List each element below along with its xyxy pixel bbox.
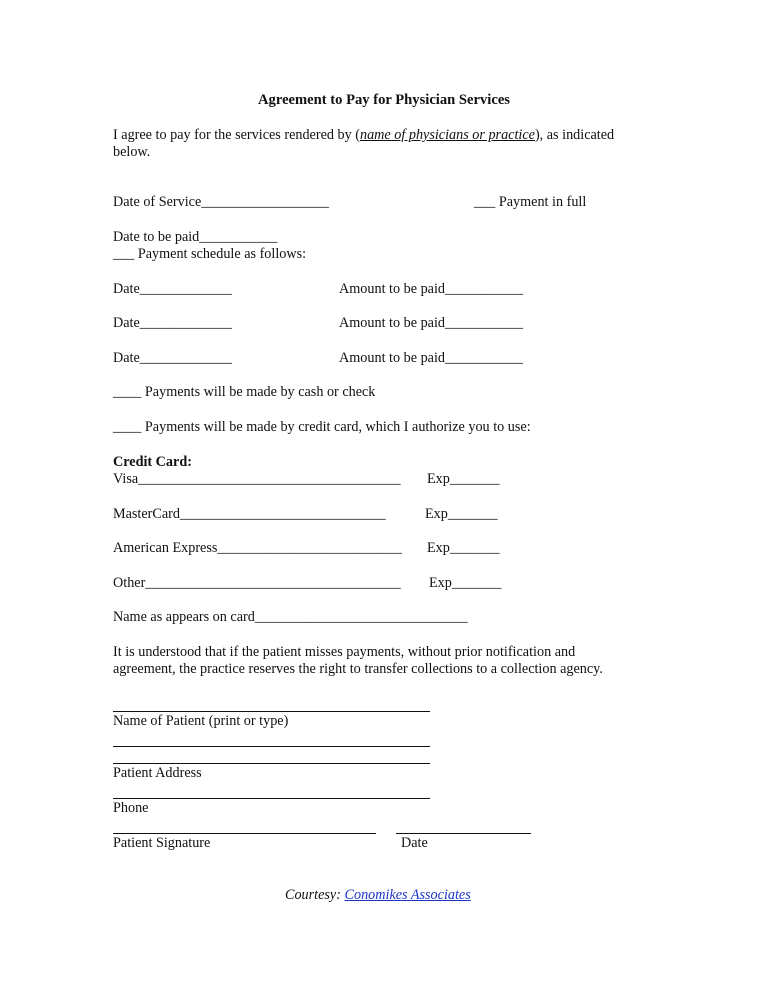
visa-exp-field[interactable]: Exp_______	[427, 471, 500, 487]
courtesy-prefix: Courtesy:	[285, 887, 345, 903]
schedule-date-field[interactable]: Date_____________	[113, 350, 233, 366]
courtesy-link[interactable]: Conomikes Associates	[344, 887, 471, 903]
signature-date-label: Date	[401, 835, 428, 851]
payment-schedule-option[interactable]: ___ Payment schedule as follows:	[113, 246, 307, 262]
mastercard-exp-field[interactable]: Exp_______	[425, 506, 498, 522]
address-line-1[interactable]	[113, 746, 430, 747]
patient-address-label: Patient Address	[113, 765, 202, 781]
intro-prefix: I agree to pay for the services rendered by (	[113, 127, 360, 143]
address-line-2[interactable]	[113, 763, 430, 764]
patient-name-label: Name of Patient (print or type)	[113, 713, 289, 729]
other-card-exp-field[interactable]: Exp_______	[429, 575, 502, 591]
amex-exp-field[interactable]: Exp_______	[427, 540, 500, 556]
phone-label: Phone	[113, 800, 149, 816]
phone-line[interactable]	[113, 798, 430, 799]
visa-field[interactable]: Visa_____________________________________	[113, 471, 401, 487]
schedule-amount-field[interactable]: Amount to be paid___________	[339, 281, 524, 297]
schedule-amount-field[interactable]: Amount to be paid___________	[339, 350, 524, 366]
physician-placeholder: name of physicians or practice	[359, 127, 535, 143]
schedule-amount-field[interactable]: Amount to be paid___________	[339, 315, 524, 331]
amex-field[interactable]: American Express__________________________	[113, 540, 402, 556]
schedule-date-field[interactable]: Date_____________	[113, 281, 233, 297]
page-title: Agreement to Pay for Physician Services	[258, 92, 510, 108]
other-card-field[interactable]: Other____________________________________	[113, 575, 401, 591]
mastercard-field[interactable]: MasterCard_____________________________	[113, 506, 386, 522]
notice-line-2: agreement, the practice reserves the right to transfer collections to a collection agency.	[113, 661, 603, 677]
credit-card-heading: Credit Card:	[113, 454, 192, 470]
schedule-date-field[interactable]: Date_____________	[113, 315, 233, 331]
date-to-be-paid-field[interactable]: Date to be paid___________	[113, 229, 278, 245]
date-of-service-field[interactable]: Date of Service__________________	[113, 194, 329, 210]
name-on-card-field[interactable]: Name as appears on card______________________________	[113, 609, 468, 625]
intro-line-1	[113, 127, 614, 144]
signature-line[interactable]	[113, 833, 376, 834]
patient-signature-label: Patient Signature	[113, 835, 211, 851]
notice-line-1: It is understood that if the patient misses payments, without prior notification and	[113, 644, 576, 660]
intro-suffix: ), as indicated	[534, 127, 615, 143]
signature-date-line[interactable]	[396, 833, 531, 834]
courtesy-line	[285, 887, 471, 904]
payment-in-full-option[interactable]: ___ Payment in full	[474, 194, 587, 210]
patient-name-line[interactable]	[113, 711, 430, 712]
credit-card-option[interactable]: ____ Payments will be made by credit card, which I authorize you to use:	[113, 419, 531, 435]
intro-line-2: below.	[113, 144, 151, 160]
cash-or-check-option[interactable]: ____ Payments will be made by cash or check	[113, 384, 376, 400]
